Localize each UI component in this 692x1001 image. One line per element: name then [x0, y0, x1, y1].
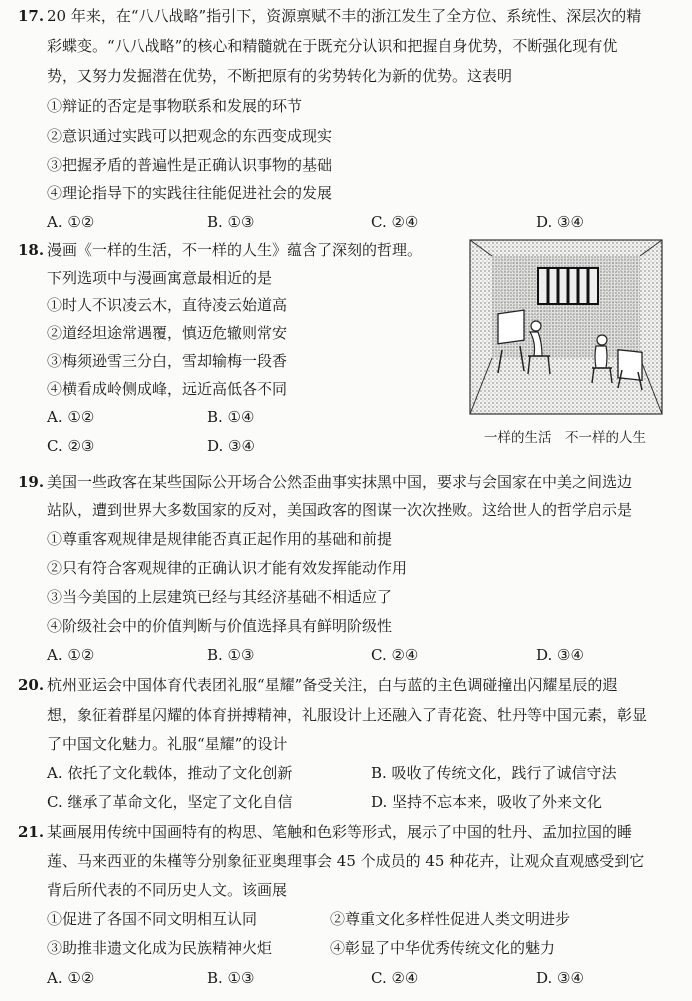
- question-number: 20.: [18, 676, 45, 694]
- choice-c[interactable]: C. ②④: [371, 969, 419, 987]
- question-stem-line: 想，象征着群星闪耀的体育拼搏精神，礼服设计上还融入了青花瓷、牡丹等中国元素，彰显: [47, 706, 648, 724]
- choice-c[interactable]: C. 继承了革命文化，坚定了文化自信: [47, 793, 293, 811]
- choice-b[interactable]: B. ①③: [207, 646, 255, 664]
- statement-item: ②道经坦途常遇覆，慎迈危辙则常安: [47, 324, 288, 342]
- question-number: 19.: [18, 473, 45, 491]
- statement-item: ③梅须逊雪三分白，雪却输梅一段香: [47, 352, 288, 370]
- question-stem-line: 势，又努力发掘潜在优势，不断把原有的劣势转化为新的优势。这表明: [47, 67, 513, 85]
- statement-item: ④横看成岭侧成峰，远近高低各不同: [47, 380, 288, 398]
- choice-a[interactable]: A. ①②: [47, 408, 95, 426]
- choice-d[interactable]: D. 坚持不忘本来，吸收了外来文化: [371, 793, 603, 811]
- question-stem-line: 漫画《一样的生活，不一样的人生》蕴含了深刻的哲理。: [47, 241, 423, 259]
- choice-b[interactable]: B. ①③: [207, 213, 255, 231]
- cartoon-caption: 一样的生活 不一样的人生: [484, 430, 646, 446]
- question-stem-line: 美国一些政客在某些国际公开场合公然歪曲事实抹黑中国，要求与会国家在中美之间选边: [47, 473, 633, 491]
- choice-a[interactable]: A. ①②: [47, 213, 95, 231]
- question-stem-line: 站队，遭到世界大多数国家的反对，美国政客的图谋一次次挫败。这给世人的哲学启示是: [47, 501, 633, 519]
- statement-item: ①尊重客观规律是规律能否真正起作用的基础和前提: [47, 530, 393, 548]
- statement-item: ②尊重文化多样性促进人类文明进步: [330, 910, 571, 928]
- statement-item: ②只有符合客观规律的正确认识才能有效发挥能动作用: [47, 559, 408, 577]
- statement-item: ③助推非遗文化成为民族精神火炬: [47, 939, 273, 957]
- choice-b[interactable]: B. ①④: [207, 408, 255, 426]
- choice-c[interactable]: C. ②④: [371, 646, 419, 664]
- statement-item: ④阶级社会中的价值判断与价值选择具有鲜明阶级性: [47, 617, 393, 635]
- statement-item: ④彰显了中华优秀传统文化的魅力: [330, 939, 556, 957]
- question-stem-line: 20 年来，在“八八战略”指引下，资源禀赋不丰的浙江发生了全方位、系统性、深层次的精: [47, 7, 642, 25]
- statement-item: ①时人不识凌云木，直待凌云始道高: [47, 296, 288, 314]
- question-stem-line: 杭州亚运会中国体育代表团礼服“星耀”备受关注，白与蓝的主色调碰撞出闪耀星辰的遐: [47, 676, 618, 694]
- statement-item: ①辩证的否定是事物联系和发展的环节: [47, 97, 303, 115]
- question-number: 17.: [18, 7, 45, 25]
- statement-item: ①促进了各国不同文明相互认同: [47, 910, 258, 928]
- question-number: 18.: [18, 241, 45, 259]
- choice-d[interactable]: D. ③④: [536, 213, 584, 231]
- question-stem-line: 某画展用传统中国画特有的构思、笔触和色彩等形式，展示了中国的牡丹、孟加拉国的睡: [47, 823, 633, 841]
- choice-a[interactable]: A. 依托了文化载体，推动了文化创新: [47, 764, 293, 782]
- statement-item: ③当今美国的上层建筑已经与其经济基础不相适应了: [47, 588, 393, 606]
- choice-b[interactable]: B. 吸收了传统文化，践行了诚信守法: [371, 764, 617, 782]
- choice-a[interactable]: A. ①②: [47, 646, 95, 664]
- cartoon-illustration: [468, 238, 664, 416]
- choice-d[interactable]: D. ③④: [536, 969, 584, 987]
- choice-a[interactable]: A. ①②: [47, 969, 95, 987]
- choice-c[interactable]: C. ②④: [371, 213, 419, 231]
- question-number: 21.: [18, 823, 45, 841]
- choice-d[interactable]: D. ③④: [207, 437, 255, 455]
- statement-item: ②意识通过实践可以把观念的东西变成现实: [47, 127, 333, 145]
- question-stem-line: 莲、马来西亚的朱槿等分别象征亚奥理事会 45 个成员的 45 种花卉，让观众直观感受到它: [47, 852, 645, 870]
- question-stem-line: 了中国文化魅力。礼服“星耀”的设计: [47, 735, 288, 753]
- choice-c[interactable]: C. ②③: [47, 437, 95, 455]
- statement-item: ③把握矛盾的普遍性是正确认识事物的基础: [47, 156, 333, 174]
- choice-b[interactable]: B. ①③: [207, 969, 255, 987]
- question-stem-line: 彩蝶变。“八八战略”的核心和精髓就在于既充分认识和把握自身优势，不断强化现有优: [47, 37, 618, 55]
- question-stem-line: 下列选项中与漫画寓意最相近的是: [47, 269, 273, 287]
- question-stem-line: 背后所代表的不同历史人文。该画展: [47, 881, 288, 899]
- choice-d[interactable]: D. ③④: [536, 646, 584, 664]
- statement-item: ④理论指导下的实践往往能促进社会的发展: [47, 184, 333, 202]
